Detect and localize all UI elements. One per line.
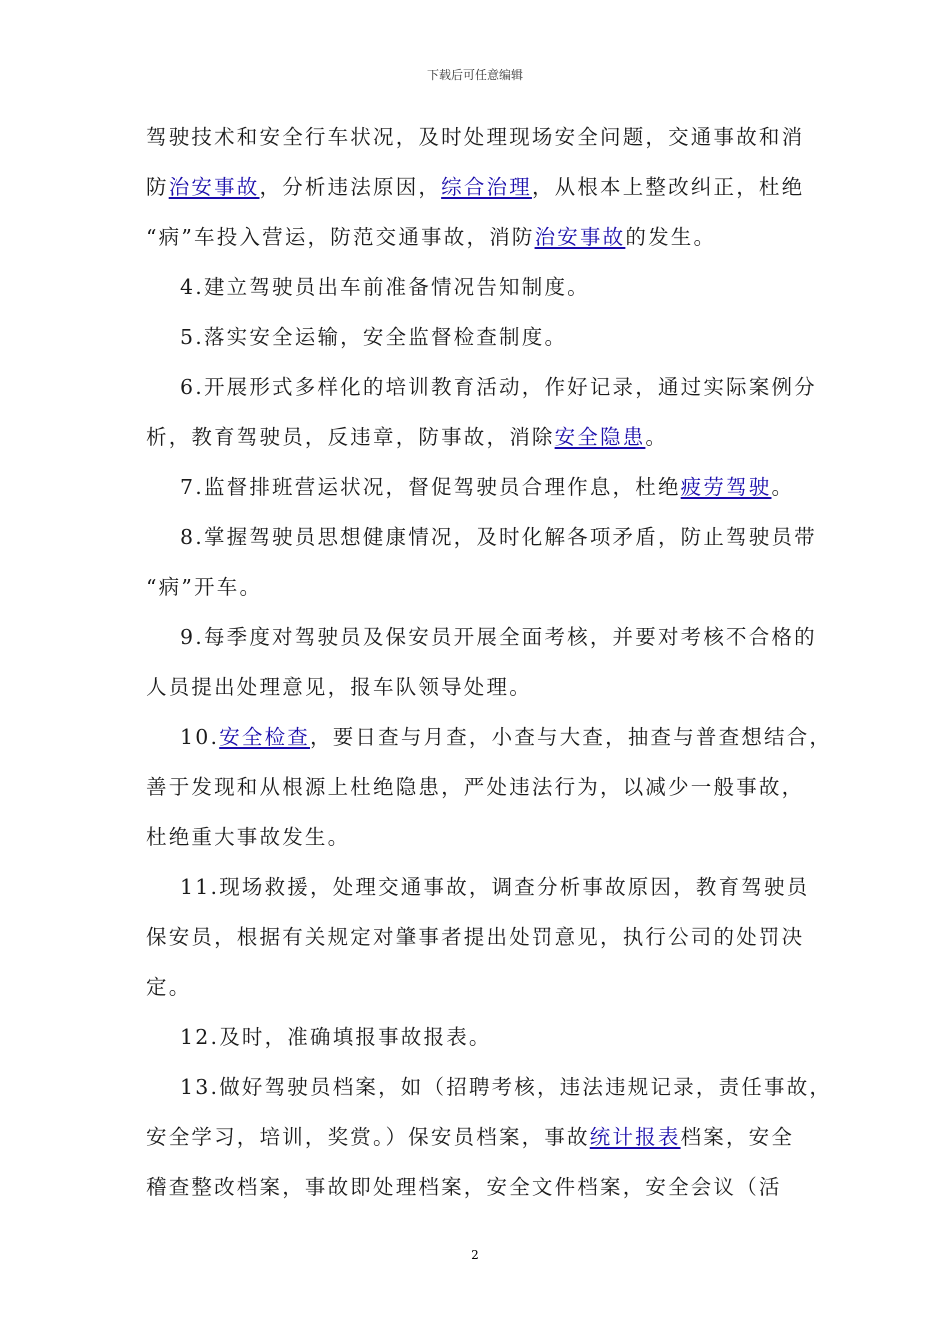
text-segment: 的发生。: [625, 225, 717, 249]
text-line: [146, 262, 806, 312]
text-segment: 善于发现和从根源上杜绝隐患，严处违法行为，以减少一般事故，: [146, 775, 805, 799]
hyperlink[interactable]: 疲劳驾驶: [680, 475, 772, 499]
text-segment: “病”车投入营运，防范交通事故，消防: [146, 225, 535, 249]
text-line: [146, 562, 806, 612]
text-segment: 人员提出处理意见，报车队领导处理。: [146, 675, 532, 699]
page-header: 下载后可任意编辑: [426, 68, 523, 82]
text-segment: ，从根本上整改纠正，杜绝: [531, 175, 805, 199]
text-segment: 驾驶技术和安全行车状况，及时处理现场安全问题，交通事故和消: [146, 125, 805, 149]
text-line: [146, 1112, 806, 1162]
hyperlink[interactable]: 治安事故: [168, 175, 260, 199]
text-segment: “病”开车。: [146, 575, 263, 599]
text-line: [146, 512, 817, 562]
text-segment: 6.开展形式多样化的培训教育活动，作好记录，通过实际案例分: [180, 375, 817, 399]
text-line: [146, 212, 806, 262]
text-segment: 杜绝重大事故发生。: [146, 825, 351, 849]
text-line: [146, 112, 806, 162]
text-line: [146, 762, 806, 812]
hyperlink[interactable]: 安全隐患: [554, 425, 646, 449]
text-line: [146, 862, 810, 912]
text-segment: 稽查整改档案，事故即处理档案，安全文件档案，安全会议（活: [146, 1175, 782, 1199]
text-segment: 13.做好驾驶员档案，如（招聘考核，违法违规记录，责任事故，: [180, 1075, 833, 1099]
text-line: [146, 712, 833, 762]
hyperlink[interactable]: 统计报表: [589, 1125, 681, 1149]
text-line: [146, 1162, 806, 1212]
text-line: [146, 162, 806, 212]
text-segment: 10.: [180, 725, 220, 749]
text-segment: ，分析违法原因，: [259, 175, 442, 199]
text-segment: 5.落实安全运输，安全监督检查制度。: [180, 325, 568, 349]
text-line: [146, 912, 806, 962]
text-line: [146, 612, 817, 662]
text-line: [146, 1062, 833, 1112]
text-segment: 析，教育驾驶员，反违章，防事故，消除: [146, 425, 555, 449]
hyperlink[interactable]: 安全检查: [219, 725, 311, 749]
hyperlink[interactable]: 治安事故: [534, 225, 626, 249]
text-segment: 8.掌握驾驶员思想健康情况，及时化解各项矛盾，防止驾驶员带: [180, 525, 817, 549]
text-segment: 定。: [146, 975, 192, 999]
document-body: [146, 112, 833, 1212]
text-segment: 9.每季度对驾驶员及保安员开展全面考核，并要对考核不合格的: [180, 625, 817, 649]
text-segment: 7.监督排班营运状况，督促驾驶员合理作息，杜绝: [180, 475, 681, 499]
text-segment: 档案，安全: [680, 1125, 795, 1149]
text-line: [146, 662, 806, 712]
text-line: [146, 812, 806, 862]
text-segment: 。: [645, 425, 669, 449]
text-line: [146, 362, 817, 412]
text-line: [146, 412, 806, 462]
text-line: [146, 312, 806, 362]
text-segment: 保安员，根据有关规定对肇事者提出处罚意见，执行公司的处罚决: [146, 925, 805, 949]
hyperlink[interactable]: 综合治理: [441, 175, 532, 199]
text-segment: 11.现场救援，处理交通事故，调查分析事故原因，教育驾驶员: [180, 875, 810, 899]
text-line: [146, 1012, 806, 1062]
text-segment: ，要日查与月查，小查与大查，抽查与普查想结合，: [310, 725, 833, 749]
text-segment: 4.建立驾驶员出车前准备情况告知制度。: [180, 275, 590, 299]
text-segment: 安全学习，培训，奖赏。）保安员档案，事故: [146, 1125, 590, 1149]
text-segment: 。: [771, 475, 795, 499]
text-line: [146, 462, 806, 512]
text-segment: 防: [146, 175, 169, 199]
text-line: [146, 962, 806, 1012]
text-segment: 12.及时，准确填报事故报表。: [180, 1025, 492, 1049]
page-number: 2: [471, 1248, 479, 1262]
